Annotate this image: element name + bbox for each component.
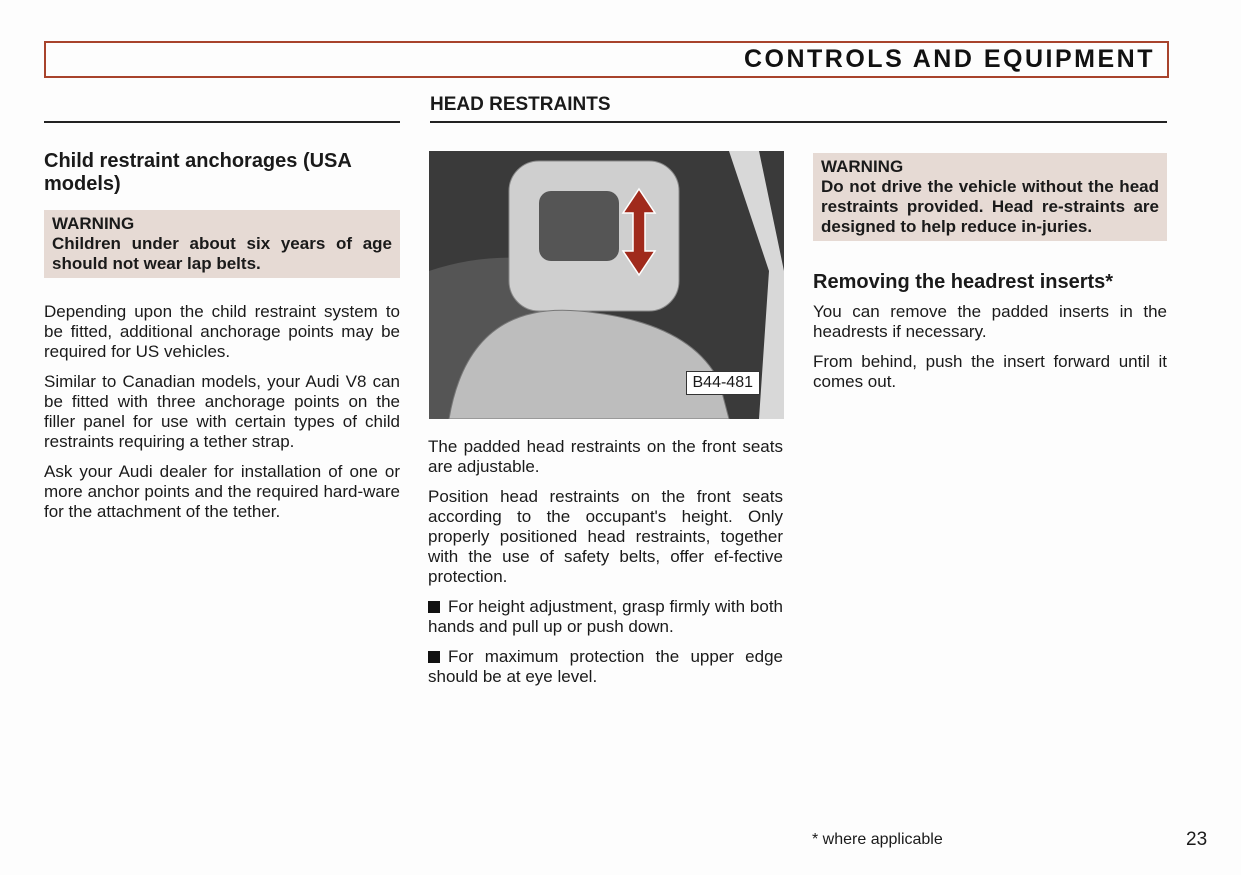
warning-text: Do not drive the vehicle without the head restraints provided. Head re-straints are designed to help reduce in-juries. xyxy=(821,177,1159,236)
warning-text: Children under about six years of age should not wear lap belts. xyxy=(52,234,392,273)
paragraph: You can remove the padded inserts in the headrests if necessary. xyxy=(813,302,1167,341)
bullet-item: For height adjustment, grasp firmly with both hands and pull up or push down. xyxy=(428,597,783,636)
child-restraint-heading: Child restraint anchorages (USA models) xyxy=(44,150,352,195)
right-column xyxy=(813,153,1167,402)
warning-title: WARNING xyxy=(52,214,135,233)
left-rule xyxy=(44,121,400,123)
paragraph: The padded head restraints on the front seats are adjustable. xyxy=(428,437,783,476)
paragraph: From behind, push the insert forward until it comes out. xyxy=(813,352,1167,391)
warning-box xyxy=(813,153,1167,241)
paragraph: Depending upon the child restraint system to be fitted, additional anchorage points may be required for US vehicles. xyxy=(44,302,400,361)
bullet-icon xyxy=(428,601,440,613)
warning-box xyxy=(44,210,400,278)
page-number: 23 xyxy=(1186,829,1208,850)
paragraph: Similar to Canadian models, your Audi V8 can be fitted with three anchorage points on the filler panel for use with certain types of child restraints requiring a tether strap. xyxy=(44,372,400,451)
paragraph: Position head restraints on the front seats according to the occupant's height. Only properly positioned head restraints, together with the use of safety belts, offer ef-fective protection. xyxy=(428,487,783,586)
bullet-icon xyxy=(428,651,440,663)
main-rule xyxy=(430,121,1167,123)
figure-code: B44-481 xyxy=(686,371,761,395)
bullet-item: For maximum protection the upper edge should be at eye level. xyxy=(428,647,783,686)
removing-inserts-heading: Removing the headrest inserts* xyxy=(813,271,1114,293)
left-column xyxy=(44,150,400,532)
footnote: * where applicable xyxy=(812,831,943,848)
section-title: HEAD RESTRAINTS xyxy=(430,94,611,115)
paragraph: Ask your Audi dealer for installation of one or more anchor points and the required hard-ware for the attachment of the tether. xyxy=(44,462,400,521)
headrest-photo xyxy=(429,151,784,419)
middle-column xyxy=(428,437,783,697)
warning-title: WARNING xyxy=(821,157,904,176)
chapter-title: CONTROLS AND EQUIPMENT xyxy=(743,45,1155,73)
chapter-header xyxy=(44,41,1169,78)
